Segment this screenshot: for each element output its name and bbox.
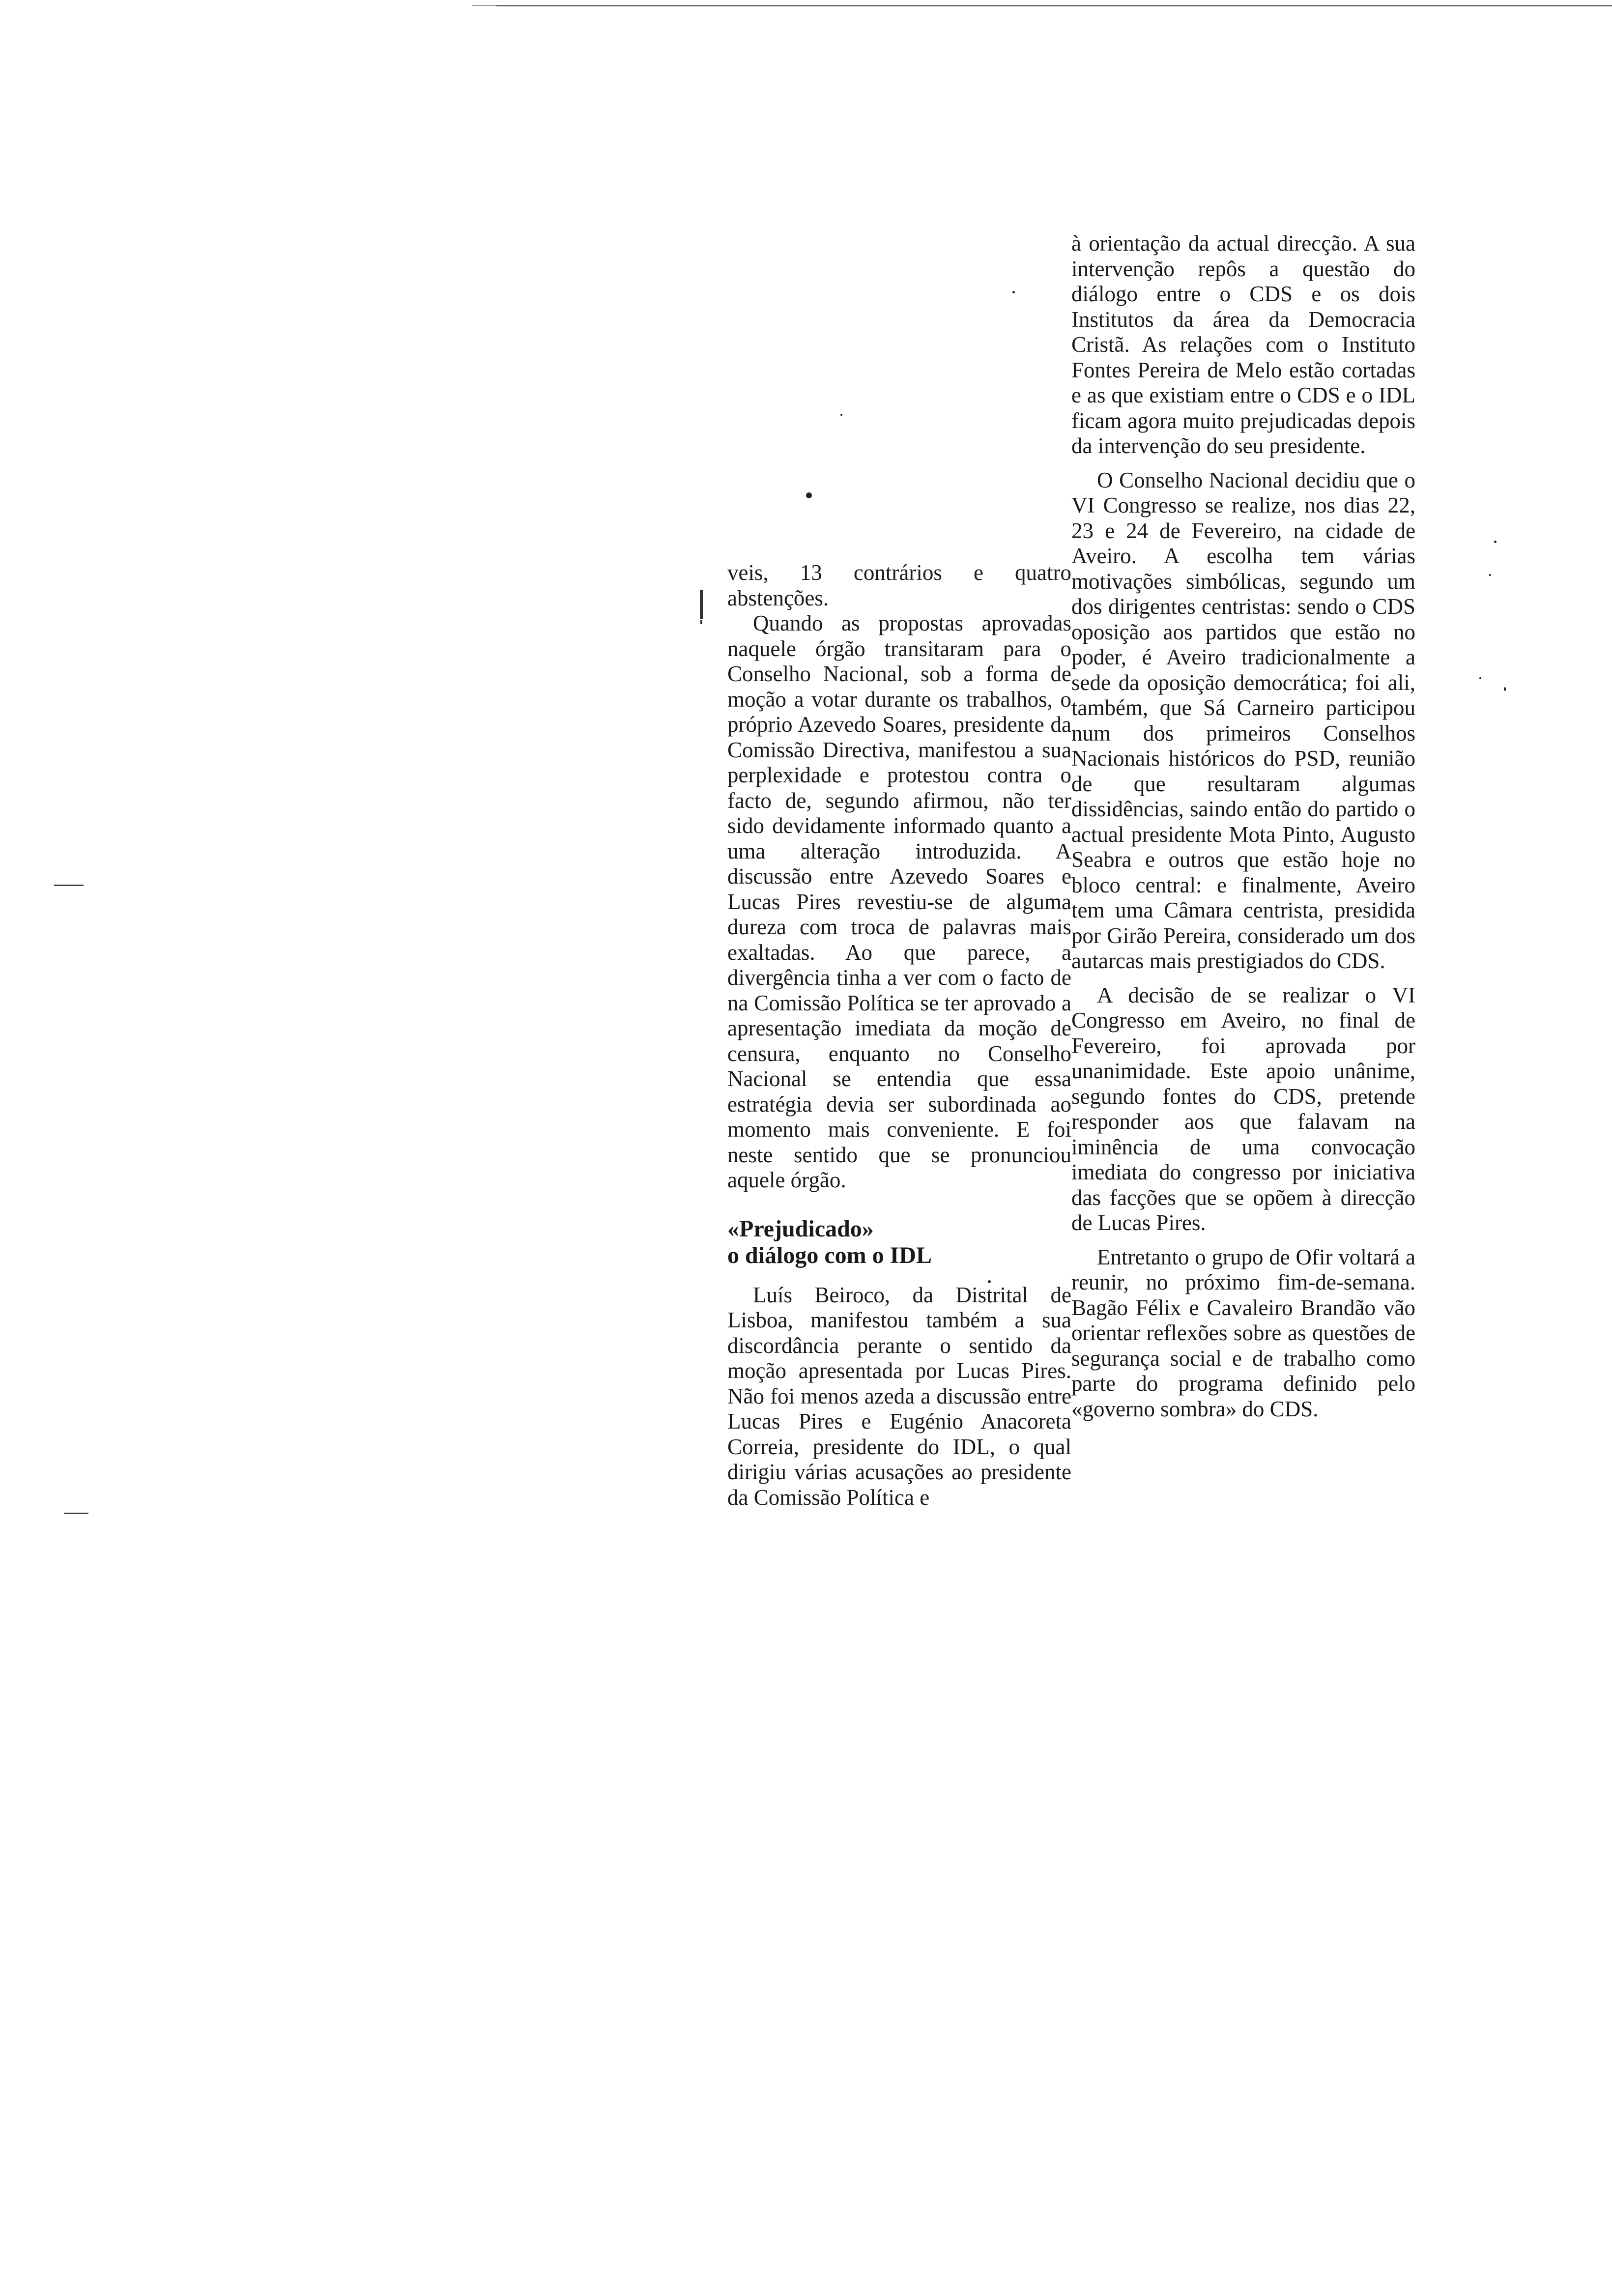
scan-mark xyxy=(700,620,702,624)
article-column-right xyxy=(1071,231,1415,1422)
scan-margin-mark xyxy=(54,885,84,886)
scan-mark xyxy=(700,590,703,619)
scan-margin-mark xyxy=(64,1513,88,1514)
subheading-line: o diálogo com o IDL xyxy=(727,1242,932,1268)
scan-top-edge-line xyxy=(496,5,1612,6)
paragraph: Quando as propostas aprovadas naquele órgão transitaram para o Conselho Nacional, sob a forma de moção a votar durante os trabalhos, o próprio Azevedo Soares, presidente da Comissão Directiva, manifestou a sua perplexidade e protestou contra o facto de, segundo afirmou, não ter sido devidamente informado quanto a uma alteração introduzida. A discussão entre Azevedo Soares e Lucas Pires revestiu-se de alguma dureza com troca de palavras mais exaltadas. Ao que parece, a divergência tinha a ver com o facto de na Comissão Política se ter aprovado a apresentação imediata da moção de censura, enquanto no Conselho Nacional se entendia que essa estratégia devia ser subordinada ao momento mais conveniente. E foi neste sentido que se pronunciou aquele órgão. xyxy=(727,611,1071,1192)
section-subheading xyxy=(727,1216,1071,1269)
scan-speck xyxy=(1504,687,1506,691)
scan-speck xyxy=(840,414,842,416)
paragraph: veis, 13 contrários e quatro abstenções. xyxy=(727,560,1071,610)
scan-speck xyxy=(1494,541,1497,543)
scan-speck xyxy=(1479,677,1481,679)
article-column-left xyxy=(727,560,1071,1510)
scan-speck xyxy=(1012,291,1015,293)
paragraph: Luís Beiroco, da Distrital de Lisboa, manifestou também a sua discordância perante o sentido da moção apresentada por Lucas Pires. Não foi menos azeda a discussão entre Lucas Pires e Eugénio Anacoreta Correia, presidente do IDL, o qual dirigiu várias acusações ao presidente da Comissão Política e xyxy=(727,1282,1071,1510)
paragraph: à orientação da actual direcção. A sua intervenção repôs a questão do diálogo entre o CDS e os dois Institutos da área da Democracia Cristã. As relações com o Instituto Fontes Pereira de Melo estão cortadas e as que existiam entre o CDS e o IDL ficam agora muito prejudicadas depois da intervenção do seu presidente. xyxy=(1071,231,1415,458)
subheading-line: «Prejudicado» xyxy=(727,1215,874,1242)
paragraph: A decisão de se realizar o VI Congresso em Aveiro, no final de Fevereiro, foi aprovada por unanimidade. Este apoio unânime, segundo fontes do CDS, pretende responder aos que falavam na iminência de uma convocação imediata do congresso por iniciativa das facções que se opõem à direcção de Lucas Pires. xyxy=(1071,982,1415,1235)
paragraph: O Conselho Nacional decidiu que o VI Congresso se realize, nos dias 22, 23 e 24 de Fevereiro, na cidade de Aveiro. A escolha tem várias motivações simbólicas, segundo um dos dirigentes centristas: sendo o CDS oposição aos partidos que estão no poder, é Aveiro tradicionalmente a sede da oposição democrática; foi ali, também, que Sá Carneiro participou num dos primeiros Conselhos Nacionais históricos do PSD, reunião de que resultaram algumas dissidências, saindo então do partido o actual presidente Mota Pinto, Augusto Seabra e outros que estão hoje no bloco central: e finalmente, Aveiro tem uma Câmara centrista, presidida por Girão Pereira, considerado um dos autarcas mais prestigiados do CDS. xyxy=(1071,467,1415,973)
scan-speck xyxy=(806,492,812,498)
paragraph: Entretanto o grupo de Ofir voltará a reunir, no próximo fim-de-semana. Bagão Félix e Cavaleiro Brandão vão orientar reflexões sobre as questões de segurança social e de trabalho como parte do programa definido pelo «governo sombra» do CDS. xyxy=(1071,1244,1415,1421)
scan-speck xyxy=(1489,574,1491,576)
